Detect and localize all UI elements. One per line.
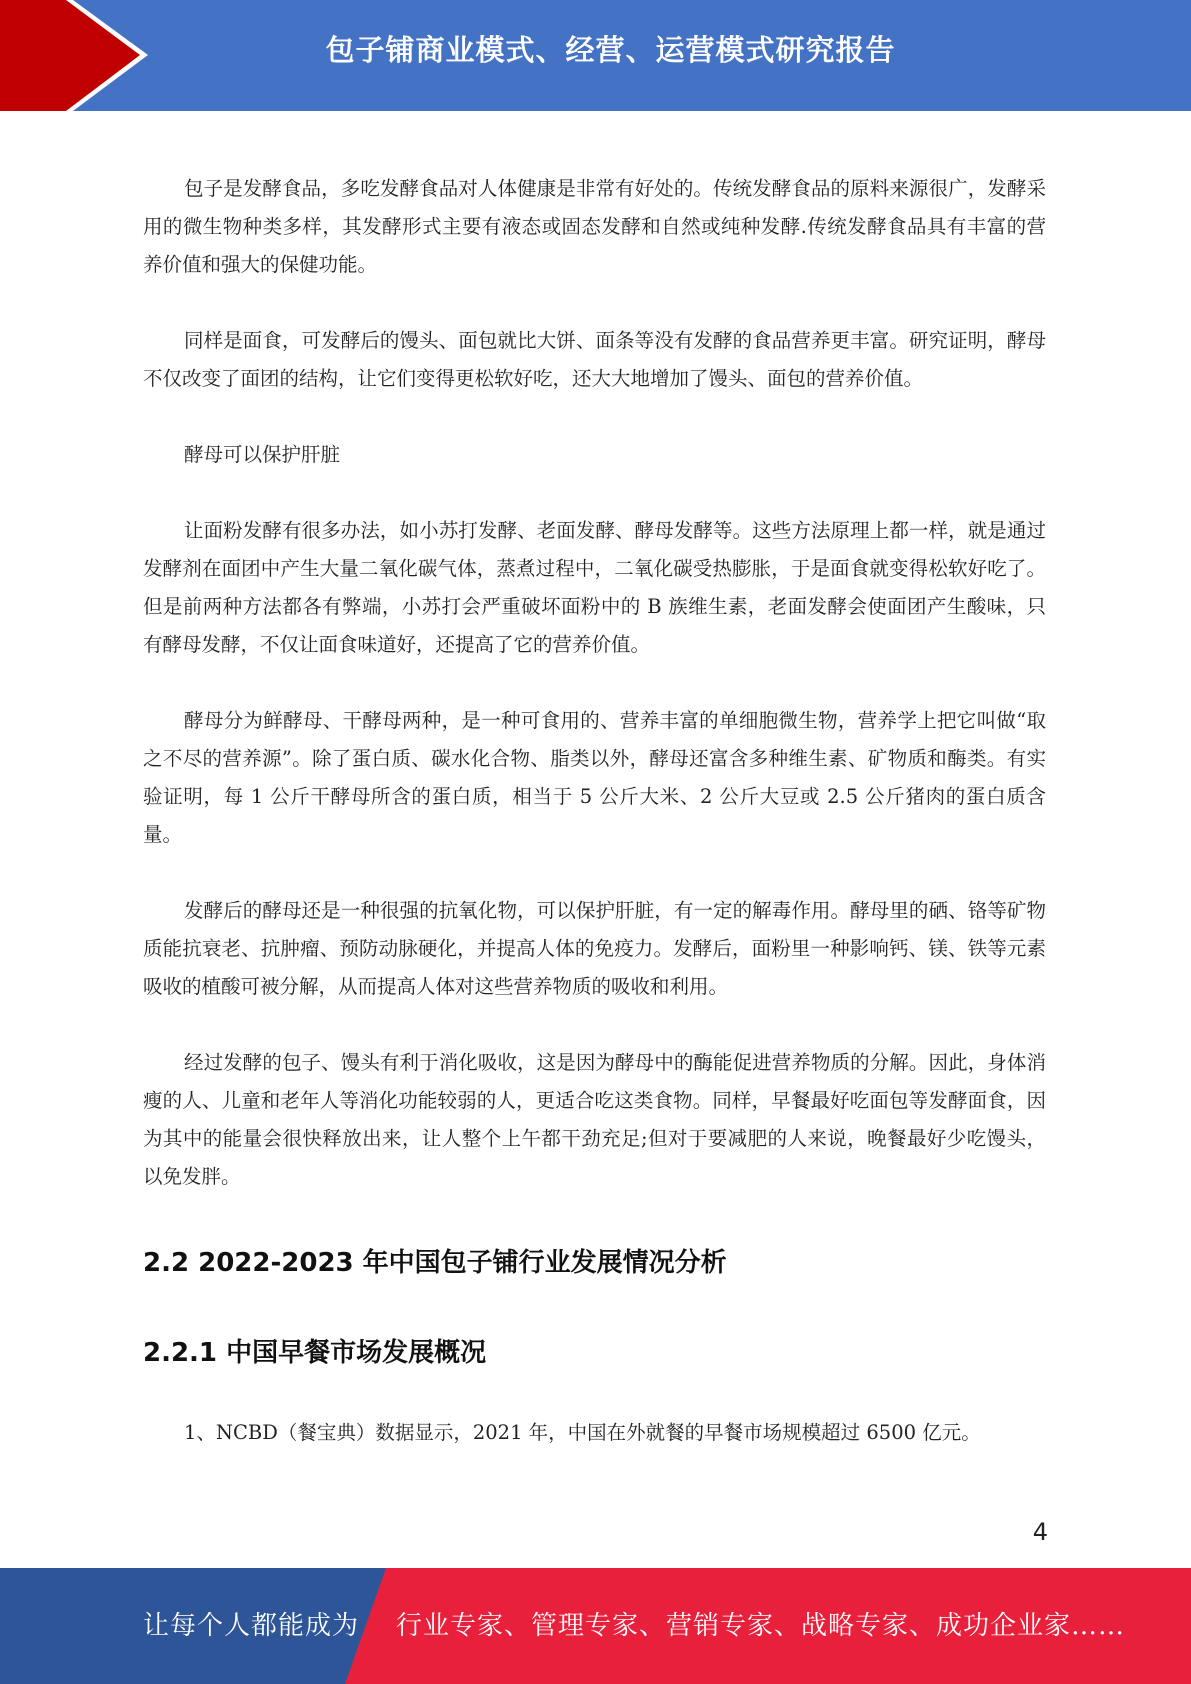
paragraph: 同样是面食，可发酵后的馒头、面包就比大饼、面条等没有发酵的食品营养更丰富。研究证明，酵母不仅改变了面团的结构，让它们变得更松软好吃，还大大地增加了馒头、面包的营养价值。 — [143, 329, 1046, 390]
subsection-heading: 2.2.1 中国早餐市场发展概况 — [143, 1338, 487, 1368]
header-title: 包子铺商业模式、经营、运营模式研究报告 — [325, 33, 896, 67]
paragraph: 发酵后的酵母还是一种很强的抗氧化物，可以保护肝脏，有一定的解毒作用。酵母里的硒、铬等矿物质能抗衰老、抗肿瘤、预防动脉硬化，并提高人体的免疫力。发酵后，面粉里一种影响钙、镁、铁等元素吸收的植酸可被分解，从而提高人体对这些营养物质的吸收和利用。 — [143, 899, 1046, 998]
paragraph: 让面粉发酵有很多办法，如小苏打发酵、老面发酵、酵母发酵等。这些方法原理上都一样，就是通过发酵剂在面团中产生大量二氧化碳气体，蒸煮过程中，二氧化碳受热膨胀，于是面食就变得松软好吃了。但是前两种方法都各有弊端，小苏打会严重破坏面粉中的 B 族维生素，老面发酵会使面团产生酸味，只有酵母发酵，不仅让面食味道好，还提高了它的营养价值。 — [143, 519, 1046, 656]
paragraph: 酵母分为鲜酵母、干酵母两种，是一种可食用的、营养丰富的单细胞微生物，营养学上把它叫做“取之不尽的营养源”。除了蛋白质、碳水化合物、脂类以外，酵母还富含多种维生素、矿物质和酶类。有实验证明，每 1 公斤干酵母所含的蛋白质，相当于 5 公斤大米、2 公斤大豆或 2.5 公斤猪肉的蛋白质含量。 — [143, 709, 1046, 846]
footer-slogan-left: 让每个人都能成为 — [143, 1611, 360, 1641]
paragraph: 酵母可以保护肝脏 — [184, 443, 341, 466]
paragraph: 包子是发酵食品，多吃发酵食品对人体健康是非常有好处的。传统发酵食品的原料来源很广，发酵采用的微生物种类多样，其发酵形式主要有液态或固态发酵和自然或纯种发酵.传统发酵食品具有丰富的营养价值和强大的保健功能。 — [143, 177, 1046, 276]
page-header — [0, 0, 1191, 111]
page-footer — [0, 1568, 1191, 1684]
page-number: 4 — [1032, 1518, 1048, 1546]
paragraph: 1、NCBD（餐宝典）数据显示，2021 年，中国在外就餐的早餐市场规模超过 6500 亿元。 — [184, 1421, 981, 1444]
paragraph: 经过发酵的包子、馒头有利于消化吸收，这是因为酵母中的酶能促进营养物质的分解。因此，身体消瘦的人、儿童和老年人等消化功能较弱的人，更适合吃这类食物。同样，早餐最好吃面包等发酵面食，因为其中的能量会很快释放出来，让人整个上午都干劲充足;但对于要减肥的人来说，晚餐最好少吃馒头，以免发胖。 — [143, 1051, 1046, 1188]
section-heading: 2.2 2022-2023 年中国包子铺行业发展情况分析 — [143, 1248, 727, 1278]
footer-slogan-right: 行业专家、管理专家、营销专家、战略专家、成功企业家…… — [396, 1611, 1126, 1641]
report-body — [143, 170, 1046, 1452]
